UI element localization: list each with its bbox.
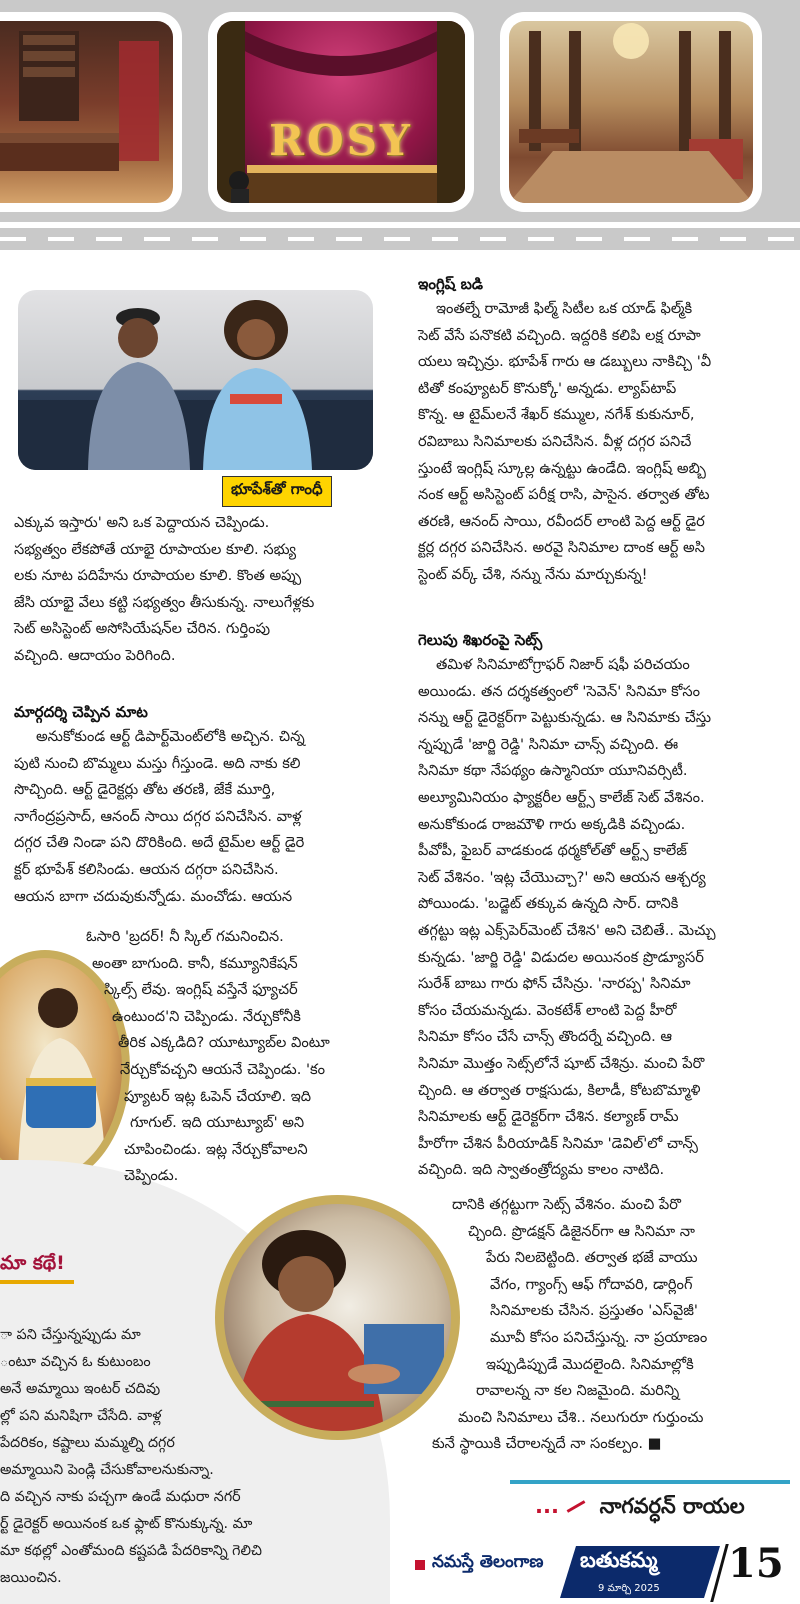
text-line: జేసి యాభై వేలు కట్టి సభ్యత్వం తీసుకున్న. నాలుగేళ్లకు xyxy=(14,593,315,611)
section-name: బతుకమ్మ xyxy=(580,1548,658,1572)
text-line: లకు నూట పదిహేను రూపాయల కూలి. కొంత అప్పు xyxy=(14,567,302,585)
text-line: దానికి తగ్గట్టుగా సెట్స్ వేశినం. మంచి పేరొ xyxy=(452,1196,681,1213)
text-line: ల్లో పని మనిషిగా చేసేది. వాళ్ల xyxy=(0,1408,162,1424)
text-line: మూవీ కోసం పనిచేస్తున్న. నా ప్రయాణం xyxy=(490,1328,708,1346)
left-column-wrap xyxy=(86,924,330,1190)
byline-rule xyxy=(510,1480,790,1484)
right-column-wrap xyxy=(432,1192,708,1458)
text-line: స్కిల్స్ లేవు. ఇంగ్లిష్ వస్తేనే ఫ్యూచర్ xyxy=(104,981,298,999)
office-set-photo xyxy=(0,12,182,212)
bhupesh-gandhi-photo xyxy=(18,290,373,470)
rosy-theatre-set-photo xyxy=(208,12,474,212)
text-line: అమ్మాయిని పెండ్లి చేసుకోవాలనుకున్నా. xyxy=(0,1462,214,1478)
text-line: మంచి సినిమాలు చేశి.. నలుగురూ గుర్తుంచు xyxy=(458,1408,704,1426)
text-line: గూగుల్. ఇది యూట్యూబ్' అని xyxy=(130,1114,305,1132)
text-line: కొన్న. ఆ టైమ్‌లనే శేఖర్ కమ్ముల, నగేశ్ కుకునూర్, xyxy=(418,406,695,424)
text-line: సినిమాలకు ఆర్ట్ డైరెక్టర్‌గా చేశిన. కల్యాణ్ రామ్ xyxy=(418,1108,679,1126)
text-line: వచ్చింది. ఇది స్వాతంత్రోద్యమ కాలం నాటిది. xyxy=(418,1161,665,1179)
text-line: రావాలన్న నా కల నిజమైంది. మరిన్ని xyxy=(476,1382,680,1400)
text-line: నంక ఆర్ట్ అసిస్టెంట్ పరీక్ష రాసి, పాసైన. తర్వాత తోట xyxy=(418,486,710,504)
text-line: మా కథల్లో ఎంతోమంది కష్టపడి పేదరికాన్ని గెలిచి xyxy=(0,1543,262,1559)
text-line: ఎక్కువ ఇస్తారు' అని ఒక పెద్దాయన చెప్పిండు. xyxy=(14,514,270,531)
left-column-intro xyxy=(14,510,314,670)
issue-date: 9 మార్చి 2025 xyxy=(598,1583,660,1594)
text-line: స్టెంట్ వర్క్ చేశి, నన్ను నేను మార్చుకున్న! xyxy=(418,565,648,583)
text-line: సినిమాలకు చేసిన. ప్రస్తుతం 'ఎస్‌వైజీ' xyxy=(490,1302,698,1320)
text-line: తమిళ సినిమాటోగ్రాఫర్ నిజార్ షఫీ పరిచయం xyxy=(436,656,690,673)
text-line: అల్యూమినియం ఫ్యాక్టరీల ఆర్ట్స్ కాలేజ్ సెట్ వేశినం. xyxy=(418,788,705,806)
text-line: ఓసారి 'బ్రదర్! నీ స్కిల్ గమనించిన. xyxy=(86,928,284,945)
text-line: పుటి నుంచి బొమ్మలు మస్తు గీస్తుండె. అది నాకు కలి xyxy=(14,754,301,772)
section-heading-guide: మార్గదర్శి చెప్పిన మాట xyxy=(14,703,148,721)
text-line: పేదరికం, కష్టాలు మమ్మల్ని దగ్గర xyxy=(0,1435,175,1451)
side-story-underline xyxy=(0,1280,74,1284)
right-column-english xyxy=(418,272,711,589)
text-line: చూపించిండు. ఇట్ల నేర్చుకోవాలని xyxy=(124,1140,308,1158)
text-line: వేగం, గ్యాంగ్స్ ఆఫ్ గోదావరి, డార్లింగ్ xyxy=(490,1275,693,1293)
section-heading-peak: గెలుపు శిఖరంపై సెట్స్ xyxy=(418,631,543,649)
text-line: ర్ట్ డైరెక్టర్ అయినంక ఒక ఫ్లాట్ కొనుక్కున్న. మా xyxy=(0,1516,253,1532)
text-line: ఇప్పుడిప్పుడే మొదలైంది. సినిమాల్లోకి xyxy=(486,1355,694,1373)
text-line: టితో కంప్యూటర్ కొనుక్కో' అన్నడు. ల్యాప్‌టాప్ xyxy=(418,379,677,397)
byline-dots: ... xyxy=(535,1494,559,1518)
text-line: హీరోగా చేశిన పీరియాడిక్ సినిమా 'డెవిల్'లో చాన్స్ xyxy=(418,1134,698,1152)
text-line: రవిబాబు సినిమాలకు పనిచేసిన. వీళ్ల దగ్గర పనిచే xyxy=(418,432,692,450)
text-line: అనుకోకుండ ఆర్ట్ డిపార్ట్‌మెంట్‌లోకి అచ్చిన. చిన్న xyxy=(36,728,305,745)
text-line: అయిండు. తన దర్శకత్వంలో 'సెవెన్' సినిమా కోసం xyxy=(418,682,701,700)
text-line: సొచ్చింది. ఆర్ట్ డైరెక్టర్లు తోట తరణి, జేకే మూర్తి, xyxy=(14,781,276,799)
text-line: ఇంతల్నే రామోజీ ఫిల్మ్ సిటీల ఒక యాడ్ ఫిల్మ్‌కి xyxy=(436,300,693,317)
text-line: చెప్పిండు. xyxy=(124,1167,179,1185)
text-line: పీవోపీ, ఫైబర్ వాడకుండ థర్మకోల్‌తో ఆర్ట్స్ కాలేజ్ xyxy=(418,842,687,860)
text-line: క్టర్ భూపేశ్ కలిసిండు. ఆయన దగ్గరా పనిచేసిన. xyxy=(14,860,279,878)
text-line: వచ్చింది. ఆదాయం పెరిగింది. xyxy=(14,646,176,664)
author-name: నాగవర్ధన్ రాయల xyxy=(599,1494,745,1518)
text-line: న్నప్పుడే 'జార్జి రెడ్డి' సినిమా చాన్స్ వచ్చింది. ఈ xyxy=(418,735,679,753)
dashed-divider xyxy=(0,228,800,250)
text-line: ఉంటుంద'ని చెప్పిండు. నేర్చుకోనీకి xyxy=(112,1007,301,1025)
text-line: అనే అమ్మాయి ఇంటర్ చదివు xyxy=(0,1381,161,1397)
text-line: కున్నడు. 'జార్జి రెడ్డి' విడుదల అయినంక ప్రొడ్యూసర్ xyxy=(418,948,704,966)
text-line: సురేశ్ బాబు గారు ఫోన్ చేసిన్రు. 'నారప్ప' సినిమా xyxy=(418,975,691,993)
text-line: జయించిన. xyxy=(0,1570,62,1586)
section-heading-english: ఇంగ్లిష్ బడి xyxy=(418,275,483,293)
side-story-heading: మా కథే! xyxy=(0,1252,65,1274)
text-line: యలు ఇచ్చిన్రు. భూపేశ్ గారు ఆ డబ్బులు నాకిచ్చి 'వీ xyxy=(418,353,712,371)
text-line: ా పని చేస్తున్నప్పుడు మా xyxy=(0,1327,141,1343)
text-line: స్తుంటే ఇంగ్లిష్ స్కూల్ల ఉన్నట్టు ఉండేది. ఇంగ్లిష్ అబ్బి xyxy=(418,459,706,477)
photo-caption: భూపేశ్‌తో గాంధీ xyxy=(222,476,332,507)
text-line: ప్యూటర్ ఇట్ల ఓపెన్ చేయాలి. ఇది xyxy=(124,1087,312,1105)
text-line: ంటూ వచ్చిన ఓ కుటుంబం xyxy=(0,1354,151,1370)
text-line: నాగేంద్రప్రసాద్, ఆనంద్ సాయి దగ్గర పనిచేసిన. వాళ్ల xyxy=(14,807,302,825)
text-line: సినిమా కోసం చేసే చాన్స్ తొందర్నే వచ్చింది. ఆ xyxy=(418,1028,673,1046)
text-line: పోయిండు. 'బడ్జెట్ తక్కువ ఉన్నది సార్. దానికి xyxy=(418,895,679,913)
text-line: నన్ను ఆర్ట్ డైరెక్టర్‌గా పెట్టుకున్నడు. ఆ సినిమాకు చేస్తు xyxy=(418,709,712,727)
text-line: పేరు నిలబెట్టింది. తర్వాత భజే వాయు xyxy=(486,1249,698,1267)
newspaper-name: నమస్తే తెలంగాణ xyxy=(432,1552,544,1572)
text-line: అనుకోకుండ రాజమౌళి గారు అక్కడికి వచ్చిండు. xyxy=(418,815,686,833)
text-line: కునే స్థాయికి చేరాలన్నదే నా సంకల్పం. ■ xyxy=(432,1435,662,1453)
text-line: తరణి, ఆనంద్ సాయి, రవీందర్ లాంటి పెద్ద ఆర్ట్ డైర xyxy=(418,512,705,530)
left-column-section xyxy=(14,700,305,910)
text-line: క్టర్ల దగ్గర పనిచేసిన. అరవై సినిమాల దాంక ఆర్ట్ అసి xyxy=(418,539,705,557)
text-line: ది వచ్చిన నాకు పచ్చగా ఉండే మధురా నగర్ xyxy=(0,1489,241,1505)
text-line: చ్చింది. ప్రొడక్షన్ డిజైనర్‌గా ఆ సినిమా నా xyxy=(468,1222,695,1240)
text-line: సెట్ అసిస్టెంట్ అసోసియేషన్‌ల చేరిన. గుర్తింపు xyxy=(14,620,271,638)
footer-square-icon xyxy=(415,1560,425,1570)
pen-icon xyxy=(566,1499,584,1513)
text-line: ఆయన బాగా చదువుకున్నోడు. మంచోడు. ఆయన xyxy=(14,887,293,905)
text-line: సినిమా మొత్తం సెట్స్‌లోనే షూట్ చేశిన్రు. మంచి పేరొ xyxy=(418,1054,705,1072)
top-photo-strip xyxy=(0,0,800,222)
side-story-text xyxy=(0,1322,345,1592)
text-line: నేర్చుకోవచ్చని ఆయనే చెప్పిండు. 'కం xyxy=(120,1060,326,1078)
text-line: తగ్గట్టు ఇట్ల ఎక్స్‌పెర్‌మెంట్ చేశిన' అని చెబితే.. మెచ్చు xyxy=(418,921,716,939)
text-line: సినిమా కథా నేపథ్యం ఉస్మానియా యూనివర్సిటీ. xyxy=(418,762,688,780)
text-line: సెట్ వేశినం. 'ఇట్ల చేయొచ్చా?' అని ఆయన ఆశ్చర్య xyxy=(418,868,706,886)
text-line: సభ్యత్వం లేకపోతే యాభై రూపాయల కూలి. సభ్యు xyxy=(14,540,297,558)
palace-hall-set-photo xyxy=(500,12,762,212)
text-line: తీరిక ఎక్కడిది? యూట్యూబ్‌ల వింటూ xyxy=(118,1034,330,1052)
text-line: చ్చింది. ఆ తర్వాత రాక్షసుడు, కిలాడీ, కోటబొమ్మాళి xyxy=(418,1081,701,1099)
stage-sign: ROSY xyxy=(269,116,413,165)
text-line: కోసం చేయమన్నడు. వెంకటేశ్ లాంటి పెద్ద హీరో xyxy=(418,1001,677,1019)
text-line: దగ్గర చేతి నిండా పని దొరికింది. అదే టైమ్‌ల ఆర్ట్ డైరె xyxy=(14,834,305,852)
page-number: 15 xyxy=(728,1540,784,1587)
text-line: అంతా బాగుంది. కానీ, కమ్యూనికేషన్ xyxy=(92,954,298,972)
byline xyxy=(535,1494,745,1524)
right-column-peak xyxy=(418,628,716,1184)
text-line: సెట్ వేసే పనొకటి వచ్చింది. ఇద్దరికి కలిపి లక్ష రూపా xyxy=(418,326,701,344)
